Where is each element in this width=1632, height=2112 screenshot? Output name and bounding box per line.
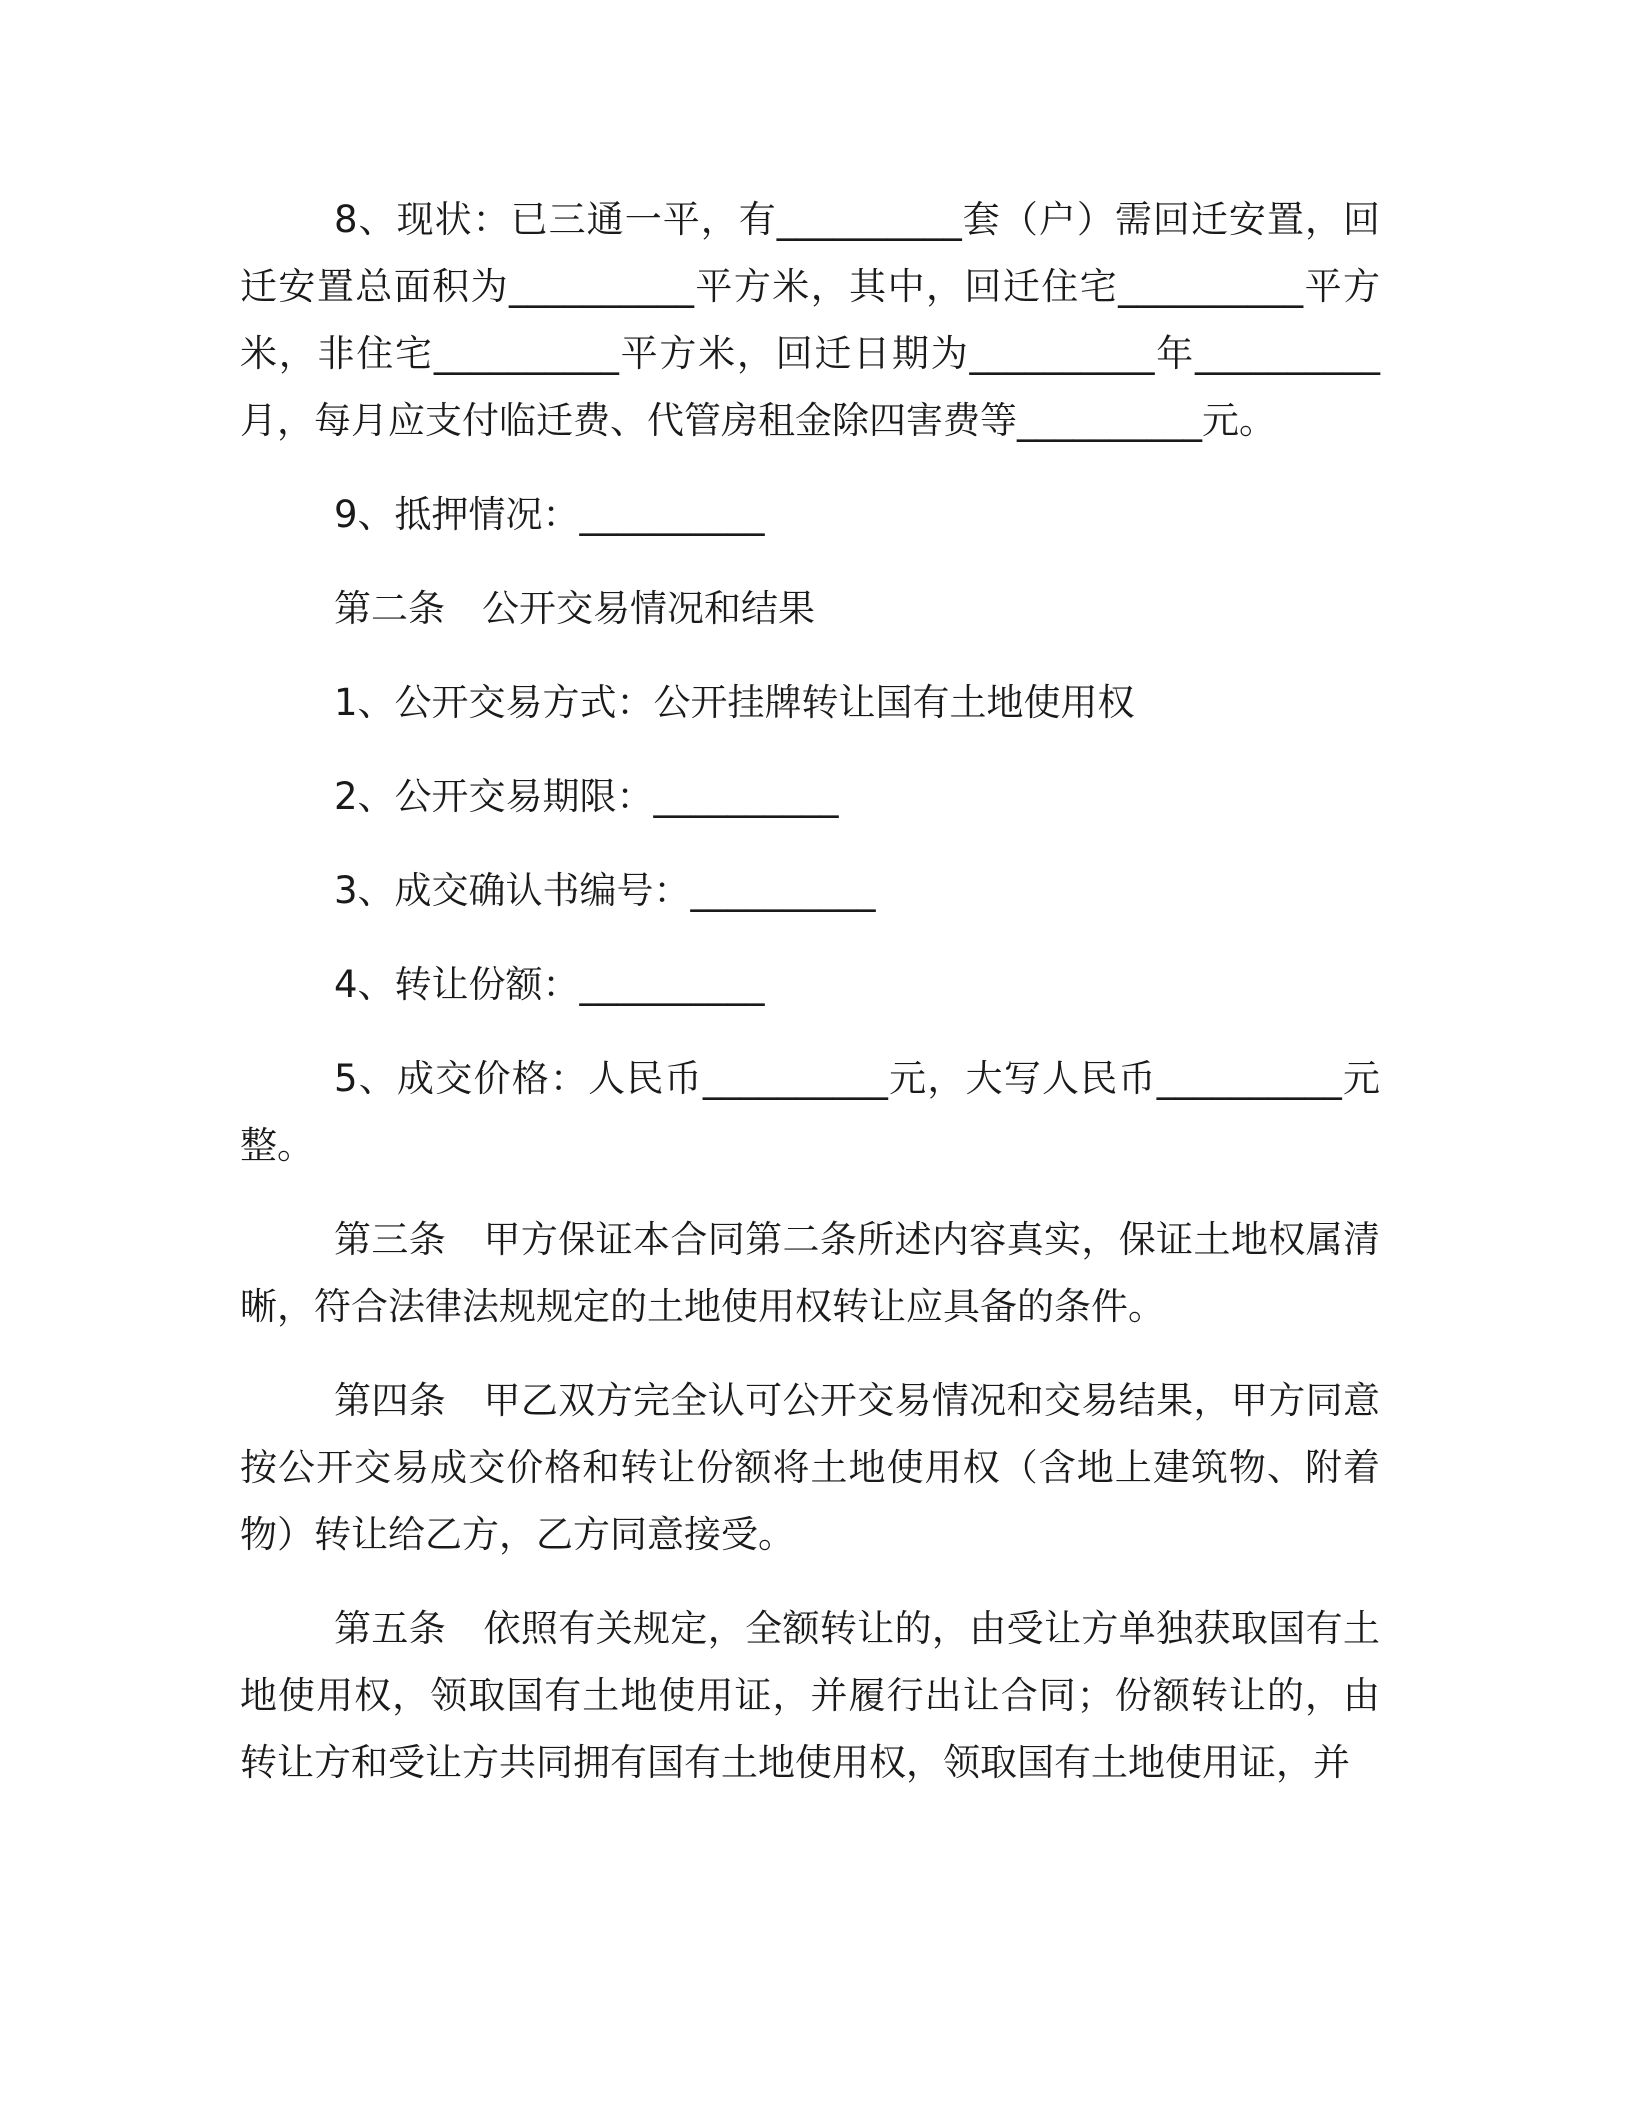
paragraph-trade-period: 2、公开交易期限：__________	[334, 775, 839, 818]
paragraph-confirmation-number: 3、成交确认书编号：__________	[334, 869, 876, 912]
paragraph-trade-method: 1、公开交易方式：公开挂牌转让国有土地使用权	[334, 681, 1135, 724]
paragraph-transfer-share: 4、转让份额：__________	[334, 963, 765, 1006]
article-3: 第三条 甲方保证本合同第二条所述内容真实，保证土地权属清晰，符合法律法规规定的土地使用权转让应具备的条件。	[240, 1218, 1380, 1328]
paragraph-status: 8、现状：已三通一平，有__________套（户）需回迁安置，回迁安置总面积为__________平方米，其中，回迁住宅__________平方米，非住宅__________平方米，回迁日期为__________年__________月，每月应支付临迁费、代管房租金除四害费等__________元。	[240, 198, 1380, 442]
document-body	[240, 186, 1380, 1796]
paragraph-transaction-price: 5、成交价格：人民币__________元，大写人民币__________元整。	[240, 1057, 1380, 1167]
article-4: 第四条 甲乙双方完全认可公开交易情况和交易结果，甲方同意按公开交易成交价格和转让份额将土地使用权（含地上建筑物、附着物）转让给乙方，乙方同意接受。	[240, 1379, 1380, 1556]
paragraph-mortgage: 9、抵押情况：__________	[334, 493, 765, 536]
article-2-heading: 第二条 公开交易情况和结果	[334, 587, 815, 630]
article-5: 第五条 依照有关规定，全额转让的，由受让方单独获取国有土地使用权，领取国有土地使用证，并履行出让合同；份额转让的，由转让方和受让方共同拥有国有土地使用权，领取国有土地使用证，并	[240, 1607, 1380, 1784]
